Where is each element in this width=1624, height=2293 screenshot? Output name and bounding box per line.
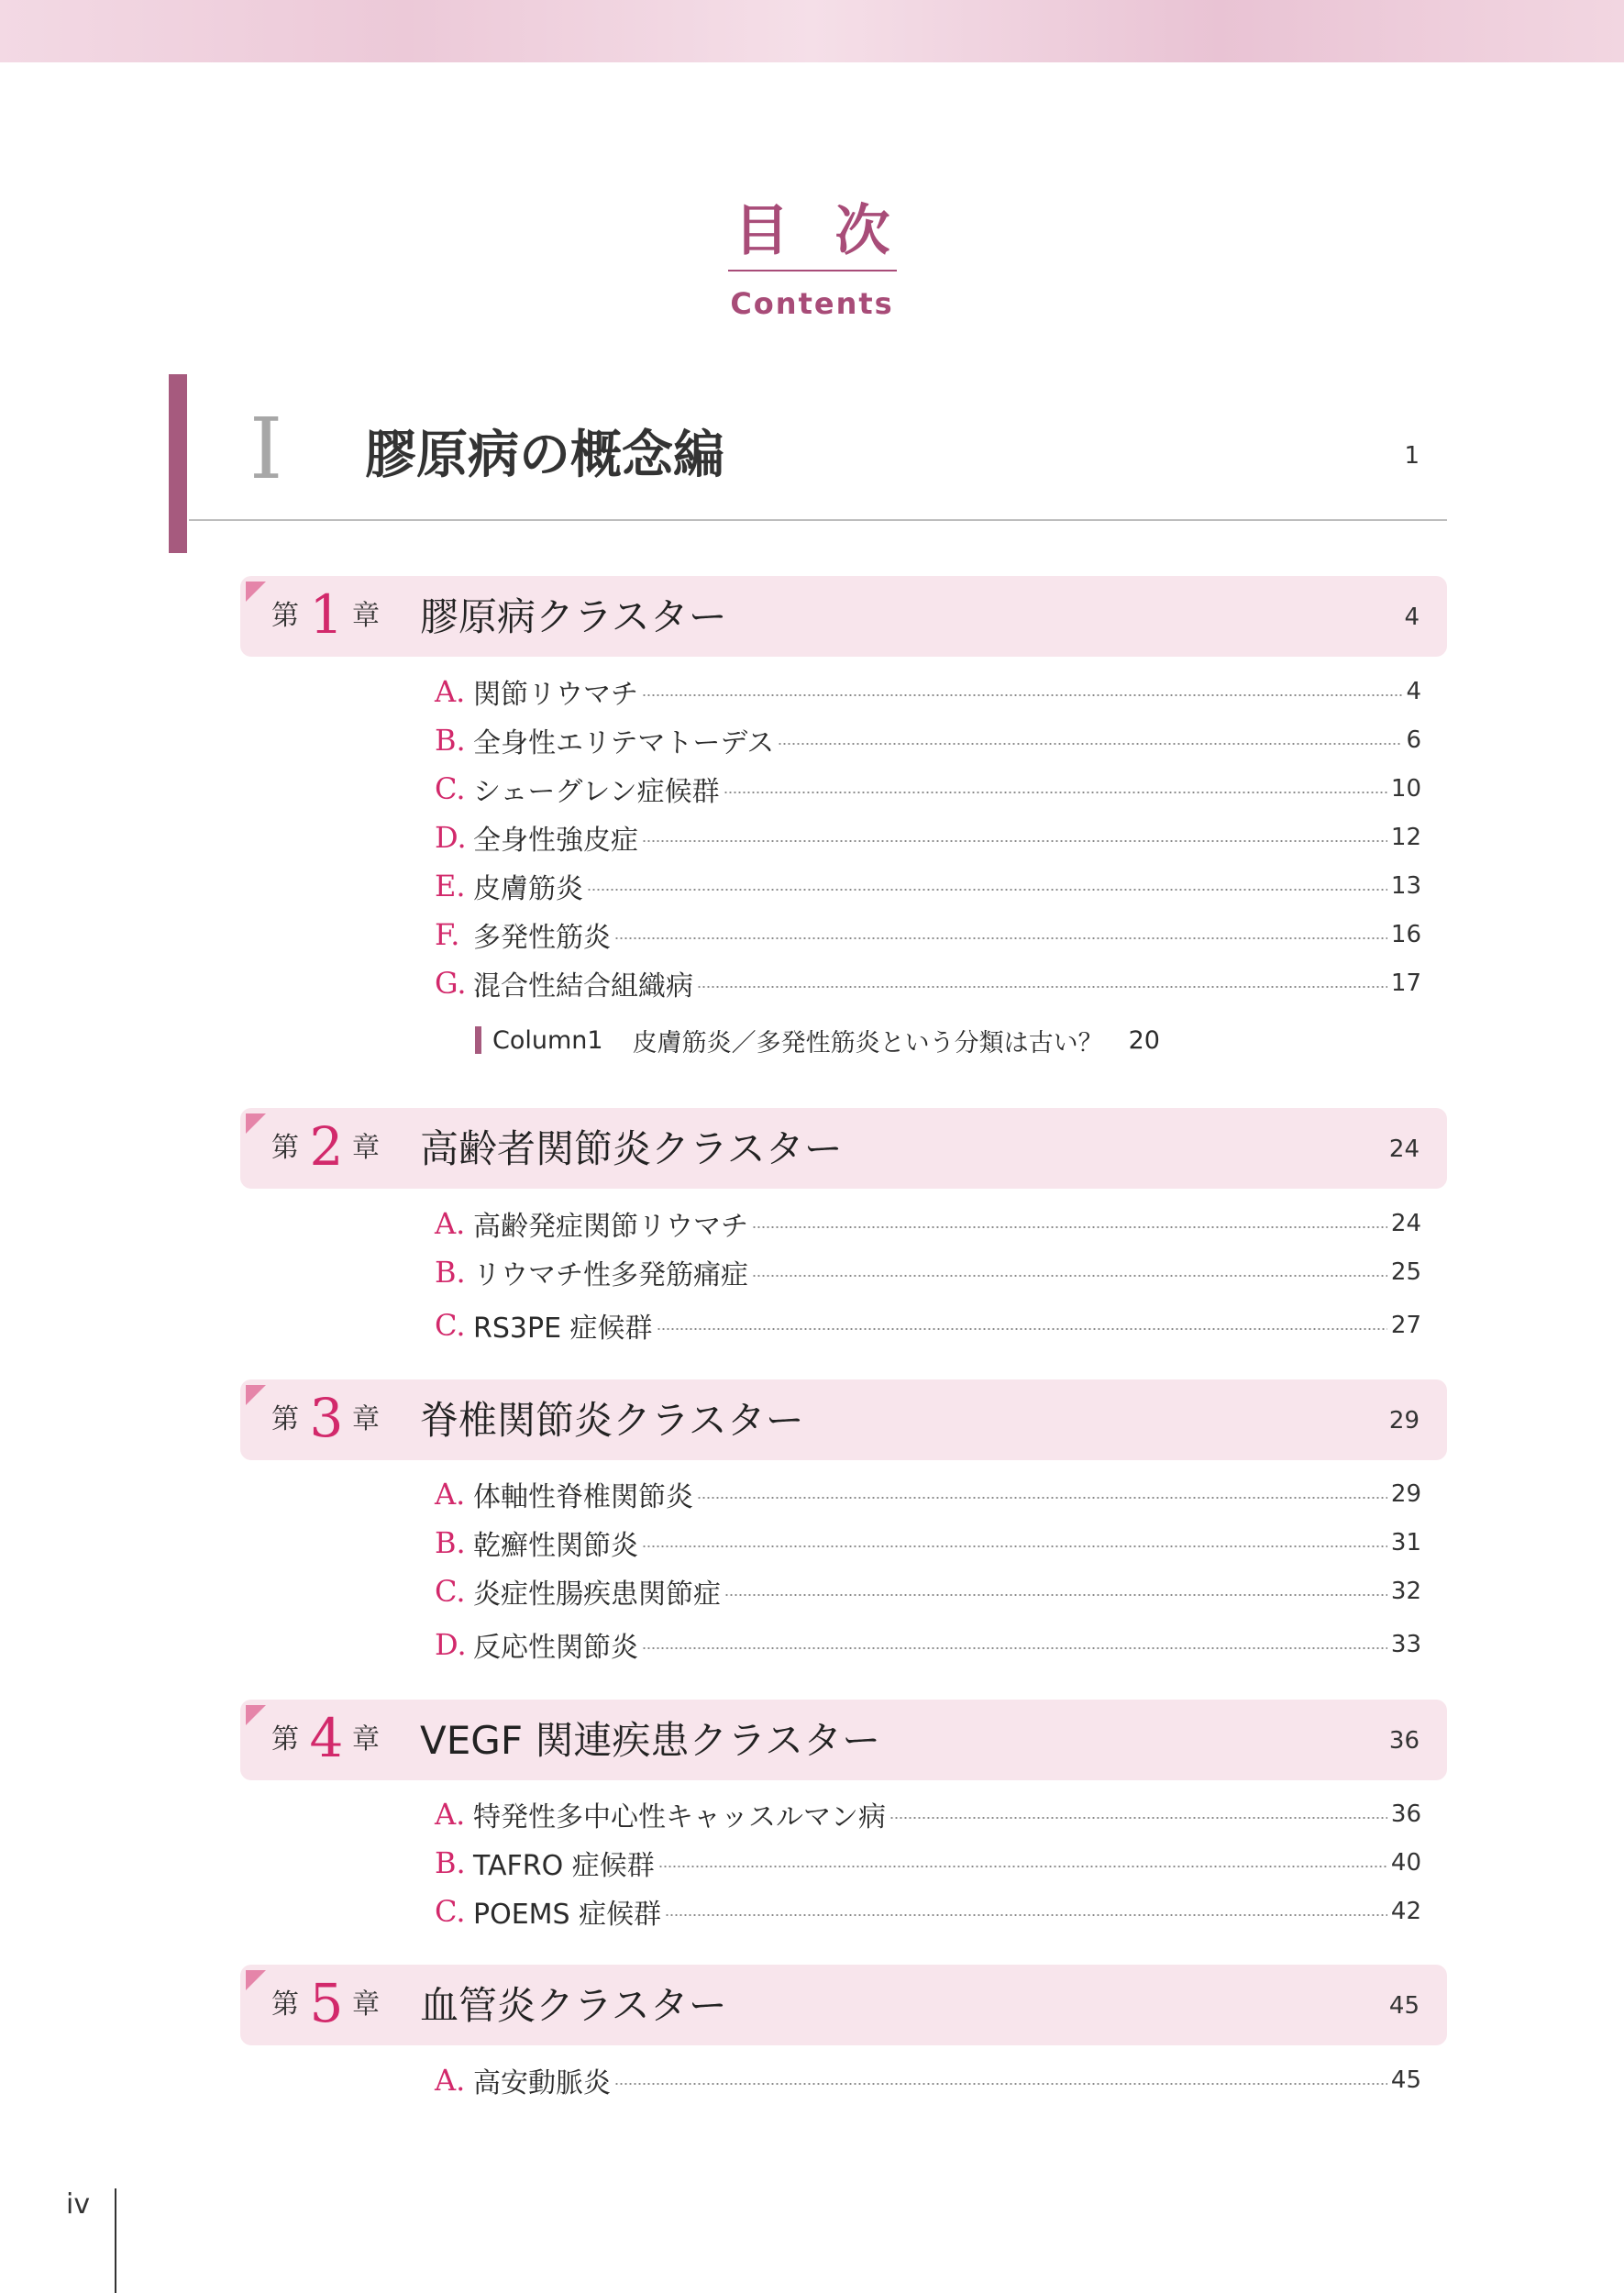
entry-title: 多発性筋炎 <box>473 922 611 954</box>
toc-entry[interactable] <box>435 2060 1421 2100</box>
entry-page-number: 32 <box>1390 1578 1421 1605</box>
corner-tab-icon <box>246 1113 266 1134</box>
chapter-number: 2 <box>309 1115 344 1178</box>
dot-leader <box>614 937 1387 939</box>
chapter-header-2[interactable] <box>240 1108 1447 1189</box>
toc-entry[interactable] <box>435 1571 1421 1612</box>
entry-title: シェーグレン症候群 <box>473 776 720 808</box>
entry-title: 皮膚筋炎 <box>473 873 583 905</box>
chapter-header-5[interactable] <box>240 1965 1447 2045</box>
dot-leader <box>697 986 1387 988</box>
entry-page-number: 24 <box>1390 1210 1421 1237</box>
entry-page-number: 42 <box>1390 1898 1421 1925</box>
part-accent-bar <box>169 374 187 553</box>
header-decoration-band <box>0 0 1624 62</box>
part-page-number: 1 <box>1404 442 1420 470</box>
chapter-suffix: 章 <box>352 1988 380 2021</box>
toc-entry[interactable] <box>435 914 1421 955</box>
dot-leader <box>724 1594 1387 1596</box>
dot-leader <box>614 2083 1387 2085</box>
dot-leader <box>778 743 1402 745</box>
entry-letter: D. <box>435 1627 467 1662</box>
toc-entry[interactable] <box>435 963 1421 1003</box>
page-title: 目次 <box>734 199 936 263</box>
chapter-suffix: 章 <box>352 1723 380 1756</box>
chapter-number: 1 <box>309 583 344 646</box>
entry-letter: A. <box>435 1477 466 1512</box>
title-underline <box>728 270 897 271</box>
entry-title: TAFRO 症候群 <box>473 1850 655 1882</box>
toc-entry[interactable] <box>435 1252 1421 1292</box>
entry-page-number: 4 <box>1406 678 1421 705</box>
toc-entry[interactable] <box>435 1843 1421 1883</box>
dot-leader <box>642 840 1387 842</box>
chapter-prefix: 第 <box>271 1988 299 2021</box>
entry-page-number: 36 <box>1390 1800 1421 1828</box>
chapter-page-number: 4 <box>1404 604 1420 631</box>
chapter-prefix: 第 <box>271 1723 299 1756</box>
entry-letter: B. <box>435 1525 466 1560</box>
toc-entry[interactable] <box>435 1474 1421 1514</box>
entry-letter: C. <box>435 1308 466 1343</box>
entry-page-number: 31 <box>1390 1529 1421 1556</box>
dot-leader <box>697 1497 1387 1499</box>
entry-letter: D. <box>435 820 467 855</box>
entry-letter: A. <box>435 674 466 709</box>
entry-letter: G. <box>435 966 467 1001</box>
entry-title: 体軸性脊椎関節炎 <box>473 1481 693 1513</box>
chapter-title: 血管炎クラスター <box>420 1983 727 2028</box>
entry-page-number: 33 <box>1390 1631 1421 1658</box>
entry-page-number: 45 <box>1390 2066 1421 2094</box>
dot-leader <box>724 792 1387 793</box>
toc-entry[interactable] <box>435 671 1421 712</box>
entry-page-number: 16 <box>1390 921 1421 948</box>
entry-letter: C. <box>435 1894 466 1929</box>
column-entry[interactable] <box>475 1022 1160 1058</box>
corner-tab-icon <box>246 582 266 602</box>
dot-leader <box>642 694 1402 696</box>
toc-entry[interactable] <box>435 1794 1421 1834</box>
dot-leader <box>657 1328 1387 1330</box>
entry-page-number: 40 <box>1390 1849 1421 1877</box>
entry-title: POEMS 症候群 <box>473 1899 662 1931</box>
chapter-title: 脊椎関節炎クラスター <box>420 1398 804 1443</box>
part-divider <box>189 519 1447 521</box>
dot-leader <box>587 889 1387 891</box>
entry-title: RS3PE 症候群 <box>473 1313 653 1345</box>
entry-title: 高齢発症関節リウマチ <box>473 1211 748 1243</box>
dot-leader <box>889 1817 1387 1819</box>
entry-title: 全身性エリテマトーデス <box>473 727 775 759</box>
corner-tab-icon <box>246 1970 266 1990</box>
entry-letter: C. <box>435 771 466 806</box>
entry-title: 特発性多中心性キャッスルマン病 <box>473 1801 886 1833</box>
entry-title: 反応性関節炎 <box>473 1632 638 1664</box>
chapter-title: 高齢者関節炎クラスター <box>420 1126 843 1171</box>
entry-page-number: 13 <box>1390 872 1421 900</box>
toc-entry[interactable] <box>435 866 1421 906</box>
toc-entry[interactable] <box>435 1305 1421 1346</box>
chapter-suffix: 章 <box>352 600 380 632</box>
chapter-page-number: 24 <box>1388 1135 1420 1163</box>
folio-rule <box>115 2188 116 2293</box>
entry-page-number: 12 <box>1390 824 1421 851</box>
entry-letter: B. <box>435 1255 466 1290</box>
page-subtitle: Contents <box>730 286 894 321</box>
toc-entry[interactable] <box>435 1203 1421 1244</box>
entry-page-number: 27 <box>1390 1312 1421 1339</box>
entry-letter: A. <box>435 2063 466 2098</box>
chapter-page-number: 45 <box>1388 1992 1420 2020</box>
chapter-header-4[interactable] <box>240 1700 1447 1780</box>
entry-letter: F. <box>435 917 460 952</box>
entry-page-number: 29 <box>1390 1480 1421 1508</box>
chapter-suffix: 章 <box>352 1403 380 1435</box>
toc-entry[interactable] <box>435 1523 1421 1563</box>
chapter-page-number: 29 <box>1388 1407 1420 1435</box>
entry-letter: B. <box>435 723 466 758</box>
chapter-number: 3 <box>309 1387 344 1449</box>
chapter-prefix: 第 <box>271 1403 299 1435</box>
entry-title: 乾癬性関節炎 <box>473 1530 638 1562</box>
column-page-number: 20 <box>1128 1025 1160 1055</box>
entry-letter: E. <box>435 869 466 903</box>
entry-page-number: 10 <box>1390 775 1421 803</box>
chapter-page-number: 36 <box>1388 1727 1420 1755</box>
chapter-header-3[interactable] <box>240 1379 1447 1460</box>
dot-leader <box>752 1226 1387 1228</box>
toc-entry[interactable] <box>435 1624 1421 1665</box>
entry-letter: A. <box>435 1797 466 1832</box>
toc-entry[interactable] <box>435 769 1421 809</box>
dot-leader <box>642 1647 1387 1649</box>
entry-page-number: 17 <box>1390 969 1421 997</box>
chapter-number: 4 <box>309 1707 344 1769</box>
chapter-number: 5 <box>309 1972 344 2034</box>
entry-title: 関節リウマチ <box>473 679 638 711</box>
entry-title: 全身性強皮症 <box>473 825 638 857</box>
entry-title: 混合性結合組織病 <box>473 970 693 1002</box>
part-title: 膠原病の概念編 <box>365 426 724 485</box>
toc-entry[interactable] <box>435 720 1421 760</box>
toc-entry[interactable] <box>435 1891 1421 1932</box>
part-numeral: I <box>249 400 283 498</box>
page-folio: iv <box>66 2188 91 2221</box>
entry-letter: A. <box>435 1206 466 1241</box>
dot-leader <box>642 1545 1387 1547</box>
dot-leader <box>665 1914 1387 1916</box>
column-title: 皮膚筋炎／多発性筋炎という分類は古い？ <box>632 1028 1103 1058</box>
chapter-title: VEGF 関連疾患クラスター <box>420 1718 881 1763</box>
dot-leader <box>658 1866 1387 1867</box>
entry-title: リウマチ性多発筋痛症 <box>473 1259 748 1291</box>
entry-letter: B. <box>435 1845 466 1880</box>
toc-title-block <box>0 193 1624 321</box>
entry-page-number: 6 <box>1406 726 1421 754</box>
chapter-suffix: 章 <box>352 1132 380 1164</box>
corner-tab-icon <box>246 1705 266 1725</box>
toc-entry[interactable] <box>435 817 1421 858</box>
chapter-header-1[interactable] <box>240 576 1447 657</box>
chapter-prefix: 第 <box>271 600 299 632</box>
entry-page-number: 25 <box>1390 1258 1421 1286</box>
column-label: Column1 <box>492 1025 603 1055</box>
dot-leader <box>752 1275 1387 1277</box>
corner-tab-icon <box>246 1385 266 1405</box>
chapter-prefix: 第 <box>271 1132 299 1164</box>
entry-title: 高安動脈炎 <box>473 2067 611 2099</box>
entry-letter: C. <box>435 1574 466 1609</box>
chapter-title: 膠原病クラスター <box>420 594 727 639</box>
column-marker <box>475 1026 481 1054</box>
entry-title: 炎症性腸疾患関節症 <box>473 1579 721 1611</box>
